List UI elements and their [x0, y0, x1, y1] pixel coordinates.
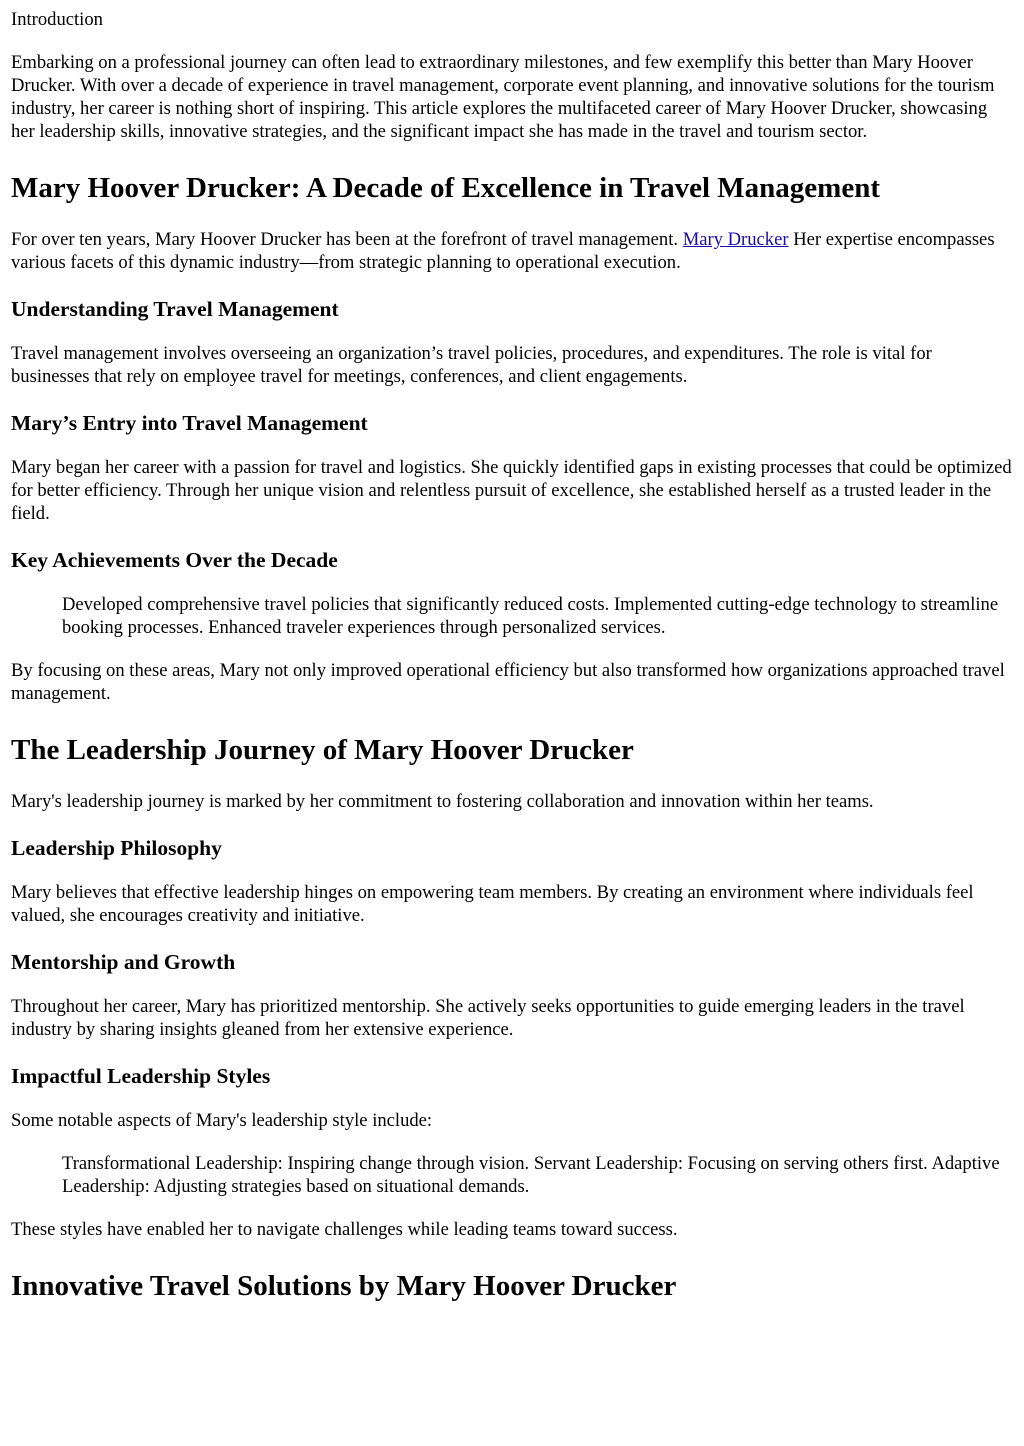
paragraph-leadership-styles-closing: These styles have enabled her to navigate challenges while leading teams toward success.: [11, 1219, 678, 1240]
intro-paragraph: Embarking on a professional journey can often lead to extraordinary milestones, and few exemplify this better than Mary Hoover Drucker. With over a decade of experience in travel management, corporate event planning, and innovative solutions for the tourism industry, her career is nothing short of inspiring. This article explores the multifaceted career of Mary Hoover Drucker, showcasing her leadership skills, innovative strategies, and the significant impact she has made in the travel and tourism sector.: [11, 52, 995, 142]
paragraph-key-achievements: By focusing on these areas, Mary not only improved operational efficiency but also transformed how organizations approached travel management.: [11, 660, 1005, 704]
paragraph-text-after-link: Her expertise encompasses various facets of this dynamic industry—from strategic planning to operational execution.: [11, 229, 995, 273]
blockquote-key-achievements: Developed comprehensive travel policies that significantly reduced costs. Implemented cutting-edge technology to streamline booking processes. Enhanced traveler experiences through personalized services.: [62, 594, 999, 638]
intro-label: Introduction: [11, 9, 103, 30]
blockquote-leadership-styles: Transformational Leadership: Inspiring change through vision. Servant Leadership: Focusing on serving others first. Adaptive Leadership: Adjusting strategies based on situational demands.: [62, 1153, 1000, 1197]
subheading-understanding-travel-management: Understanding Travel Management: [11, 297, 339, 321]
section-heading-travel-management: Mary Hoover Drucker: A Decade of Excellence in Travel Management: [11, 172, 880, 204]
subheading-key-achievements: Key Achievements Over the Decade: [11, 548, 338, 572]
section-paragraph-travel-management: [11, 228, 1013, 274]
subheading-marys-entry: Mary’s Entry into Travel Management: [11, 411, 368, 435]
paragraph-leadership-styles: Some notable aspects of Mary's leadership style include:: [11, 1110, 433, 1131]
paragraph-text-before-link: For over ten years, Mary Hoover Drucker has been at the forefront of travel management.: [11, 229, 683, 250]
section-heading-leadership-journey: The Leadership Journey of Mary Hoover Drucker: [11, 734, 634, 766]
subheading-leadership-philosophy: Leadership Philosophy: [11, 836, 222, 860]
paragraph-leadership-philosophy: Mary believes that effective leadership hinges on empowering team members. By creating an environment where individuals feel valued, she encourages creativity and initiative.: [11, 882, 974, 926]
paragraph-leadership-journey: Mary's leadership journey is marked by her commitment to fostering collaboration and innovation within her teams.: [11, 791, 874, 812]
paragraph-marys-entry: Mary began her career with a passion for travel and logistics. She quickly identified gaps in existing processes that could be optimized for better efficiency. Through her unique vision and relentless pursuit of excellence, she established herself as a trusted leader in the field.: [11, 457, 1012, 524]
paragraph-understanding-travel-management: Travel management involves overseeing an organization’s travel policies, procedures, and expenditures. The role is vital for businesses that rely on employee travel for meetings, conferences, and client engagements.: [11, 343, 932, 387]
section-heading-innovative-solutions: Innovative Travel Solutions by Mary Hoover Drucker: [11, 1270, 677, 1302]
mary-drucker-link[interactable]: Mary Drucker: [682, 229, 789, 250]
subheading-leadership-styles: Impactful Leadership Styles: [11, 1064, 271, 1088]
paragraph-mentorship: Throughout her career, Mary has prioritized mentorship. She actively seeks opportunities to guide emerging leaders in the travel industry by sharing insights gleaned from her extensive experience.: [11, 996, 965, 1040]
subheading-mentorship: Mentorship and Growth: [11, 950, 236, 974]
